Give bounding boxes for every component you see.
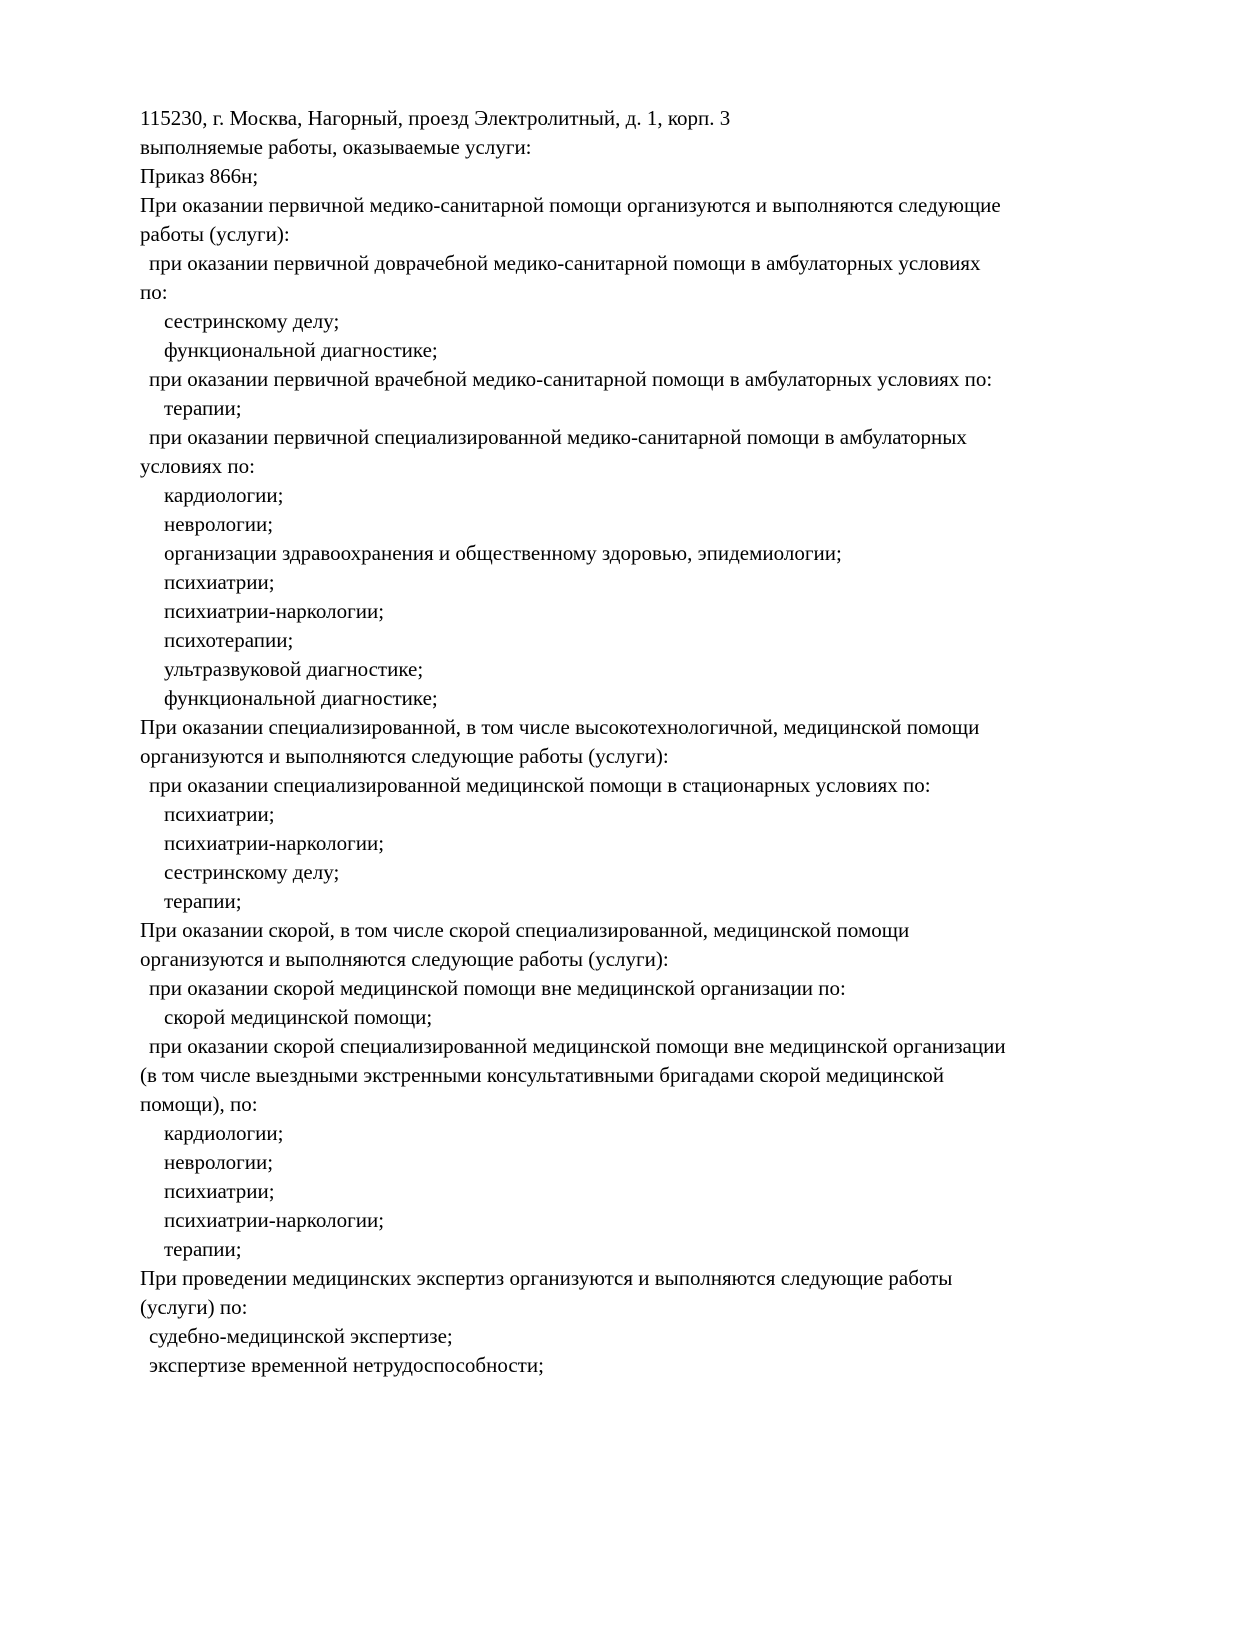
text-line: При оказании специализированной, в том числе высокотехнологичной, медицинской помощи — [140, 715, 980, 739]
text-line: выполняемые работы, оказываемые услуги: — [140, 135, 532, 159]
text-line: при оказании специализированной медицинской помощи в стационарных условиях по: — [149, 773, 931, 797]
text-line: скорой медицинской помощи; — [164, 1005, 433, 1029]
text-line: психиатрии; — [164, 570, 275, 594]
text-line: сестринскому делу; — [164, 860, 340, 884]
text-line: по: — [140, 280, 168, 304]
text-line: ультразвуковой диагностике; — [164, 657, 424, 681]
text-line: неврологии; — [164, 512, 274, 536]
text-line: психотерапии; — [164, 628, 294, 652]
text-line: при оказании первичной доврачебной медико-санитарной помощи в амбулаторных условиях — [149, 251, 981, 275]
license-works-services-text — [140, 104, 1125, 1380]
text-line: организуются и выполняются следующие работы (услуги): — [140, 744, 669, 768]
text-line: при оказании скорой медицинской помощи вне медицинской организации по: — [149, 976, 846, 1000]
text-line: психиатрии-наркологии; — [164, 831, 385, 855]
text-line: организуются и выполняются следующие работы (услуги): — [140, 947, 669, 971]
text-line: (услуги) по: — [140, 1295, 248, 1319]
text-line: При оказании скорой, в том числе скорой специализированной, медицинской помощи — [140, 918, 910, 942]
text-line: психиатрии; — [164, 802, 275, 826]
text-line: При оказании первичной медико-санитарной помощи организуются и выполняются следующие — [140, 193, 1001, 217]
text-line: функциональной диагностике; — [164, 686, 438, 710]
text-line: психиатрии; — [164, 1179, 275, 1203]
text-line: судебно-медицинской экспертизе; — [149, 1324, 453, 1348]
text-line: организации здравоохранения и общественному здоровью, эпидемиологии; — [164, 541, 842, 565]
text-line: Приказ 866н; — [140, 164, 259, 188]
text-line: при оказании первичной специализированной медико-санитарной помощи в амбулаторных — [149, 425, 967, 449]
text-line: (в том числе выездными экстренными консультативными бригадами скорой медицинской — [140, 1063, 944, 1087]
text-line: при оказании первичной врачебной медико-санитарной помощи в амбулаторных условиях по: — [149, 367, 993, 391]
text-line: психиатрии-наркологии; — [164, 599, 385, 623]
text-line: работы (услуги): — [140, 222, 290, 246]
text-line: неврологии; — [164, 1150, 274, 1174]
text-line: сестринскому делу; — [164, 309, 340, 333]
text-line: терапии; — [164, 396, 242, 420]
text-line: при оказании скорой специализированной медицинской помощи вне медицинской организации — [149, 1034, 1006, 1058]
text-line: помощи), по: — [140, 1092, 258, 1116]
text-line: условиях по: — [140, 454, 255, 478]
text-line: терапии; — [164, 1237, 242, 1261]
text-line: экспертизе временной нетрудоспособности; — [149, 1353, 544, 1377]
text-line: функциональной диагностике; — [164, 338, 438, 362]
text-line: терапии; — [164, 889, 242, 913]
text-line: кардиологии; — [164, 1121, 284, 1145]
text-line: кардиологии; — [164, 483, 284, 507]
text-line: психиатрии-наркологии; — [164, 1208, 385, 1232]
text-line: 115230, г. Москва, Нагорный, проезд Электролитный, д. 1, корп. 3 — [140, 106, 731, 130]
text-line: При проведении медицинских экспертиз организуются и выполняются следующие работы — [140, 1266, 953, 1290]
